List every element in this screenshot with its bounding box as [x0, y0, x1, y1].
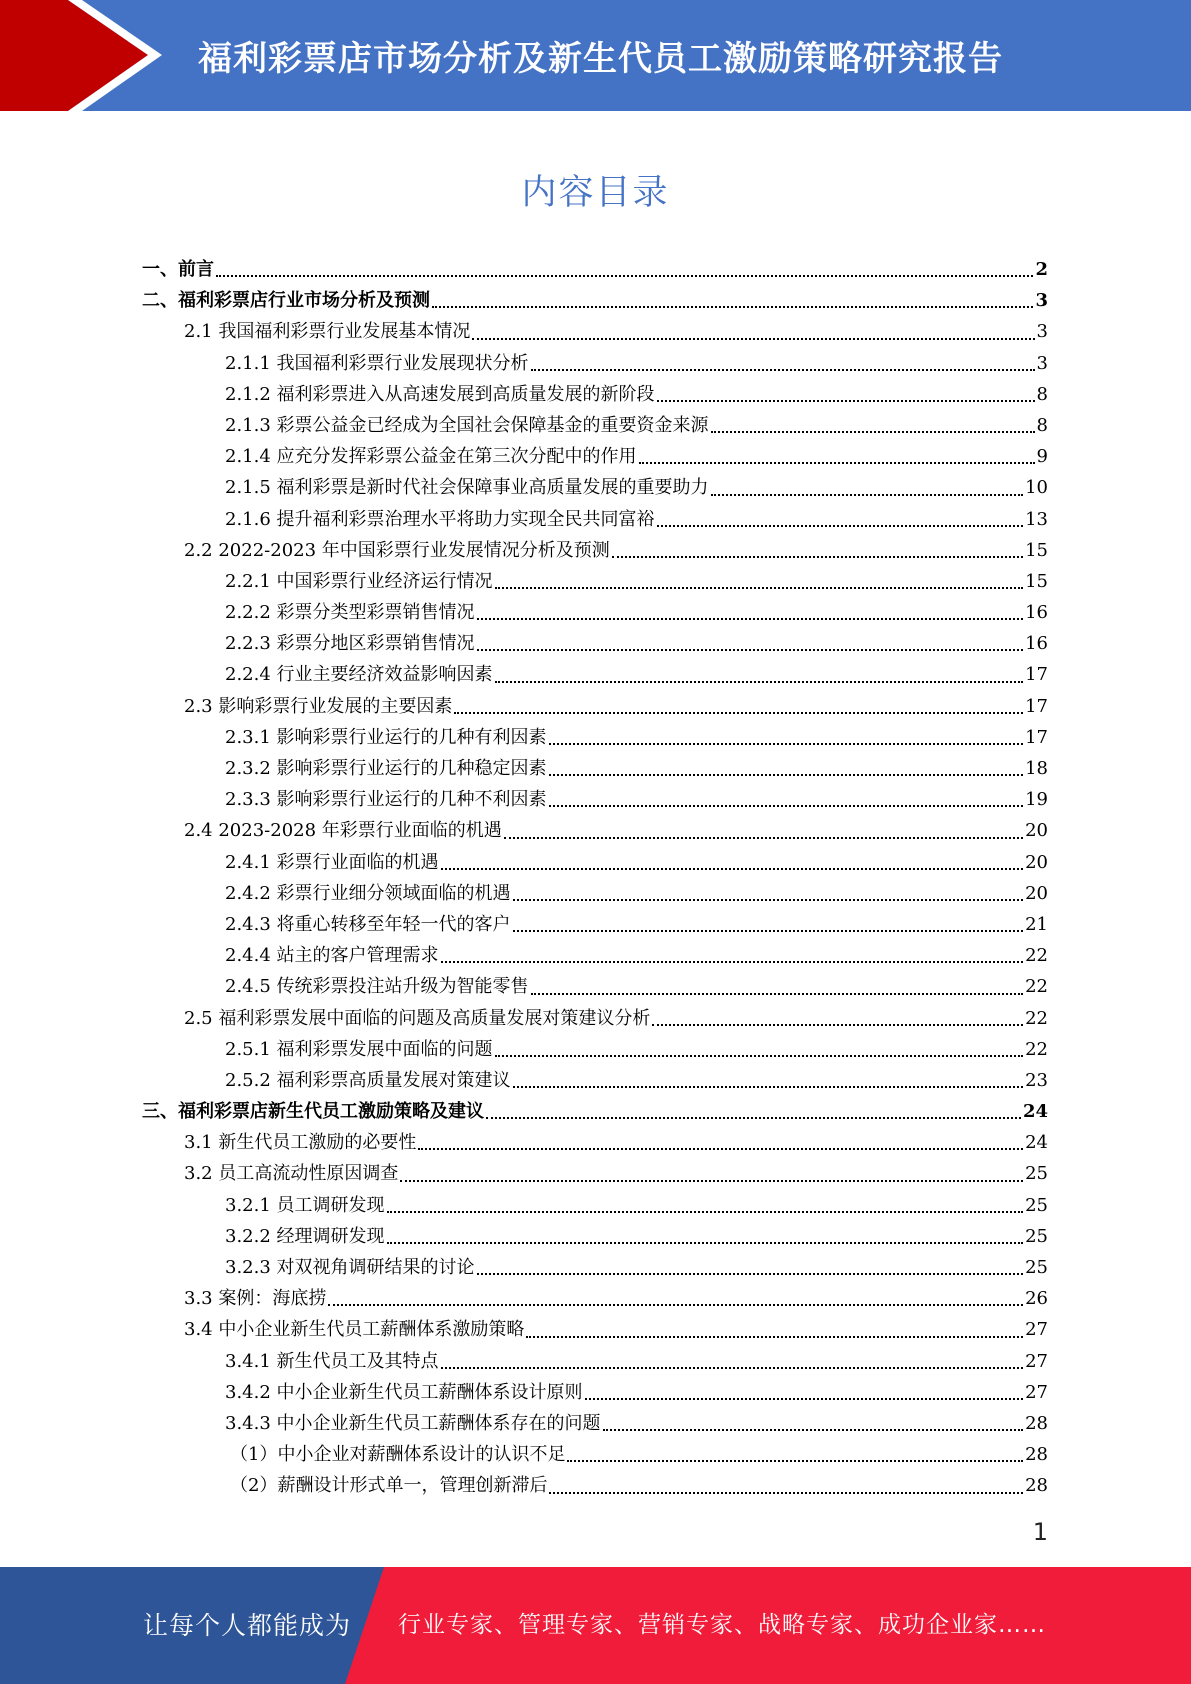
toc-dot-leader	[567, 1460, 1023, 1462]
toc-entry-page: 22	[1025, 1007, 1048, 1029]
toc-entry-page: 3	[1036, 321, 1048, 343]
toc-entry-title: 一、前言	[142, 259, 214, 280]
toc-entry[interactable]	[225, 1221, 1048, 1252]
toc-dot-leader	[526, 1336, 1023, 1338]
toc-entry[interactable]	[225, 410, 1048, 441]
toc-entry-page: 24	[1025, 1132, 1048, 1154]
toc-dot-leader	[477, 649, 1024, 651]
toc-entry-title: 2.5.1 福利彩票发展中面临的问题	[225, 1038, 493, 1060]
toc-dot-leader	[612, 556, 1023, 558]
toc-entry[interactable]	[184, 316, 1048, 347]
toc-entry-page: 28	[1025, 1444, 1048, 1466]
toc-dot-leader	[486, 1117, 1021, 1119]
toc-dot-leader	[585, 1398, 1024, 1400]
toc-entry[interactable]	[225, 1346, 1048, 1377]
toc-dot-leader	[513, 899, 1024, 901]
toc-entry-page: 19	[1025, 789, 1048, 811]
toc-entry-page: 10	[1025, 477, 1048, 499]
toc-entry-title: 2.3.2 影响彩票行业运行的几种稳定因素	[225, 758, 547, 779]
toc-dot-leader	[513, 1086, 1024, 1088]
toc-entry-title: （2）薪酬设计形式单一，管理创新滞后	[230, 1475, 548, 1497]
toc-entry[interactable]	[225, 1190, 1048, 1221]
toc-entry[interactable]	[225, 1252, 1048, 1283]
toc-entry-page: 28	[1025, 1475, 1048, 1497]
toc-entry[interactable]	[142, 254, 1048, 285]
toc-entry-title: 3.4.1 新生代员工及其特点	[225, 1350, 439, 1372]
toc-heading: 内容目录	[521, 173, 670, 213]
toc-dot-leader	[657, 400, 1035, 402]
toc-entry[interactable]	[184, 535, 1048, 566]
toc-entry-title: 2.1.3 彩票公益金已经成为全国社会保障基金的重要资金来源	[225, 414, 709, 436]
toc-entry-title: 2.3.1 影响彩票行业运行的几种有利因素	[225, 726, 547, 748]
toc-dot-leader	[603, 1429, 1024, 1431]
toc-entry-page: 25	[1025, 1257, 1048, 1278]
toc-entry[interactable]	[184, 1158, 1048, 1189]
toc-entry[interactable]	[184, 1127, 1048, 1158]
toc-entry-page: 18	[1025, 758, 1048, 779]
toc-entry-page: 23	[1025, 1069, 1048, 1091]
toc-entry-title: 2.3 影响彩票行业发展的主要因素	[184, 695, 453, 717]
toc-dot-leader	[549, 774, 1024, 776]
toc-entry-title: 3.2.2 经理调研发现	[225, 1225, 385, 1247]
toc-entry-page: 8	[1036, 414, 1048, 436]
toc-entry-page: 17	[1025, 726, 1048, 748]
toc-entry-page: 27	[1025, 1350, 1048, 1372]
toc-entry[interactable]	[225, 1408, 1048, 1439]
toc-entry-page: 24	[1022, 1101, 1048, 1123]
toc-entry-title: 3.2.3 对双视角调研结果的讨论	[225, 1257, 475, 1278]
toc-dot-leader	[531, 369, 1035, 371]
toc-entry-page: 22	[1025, 1038, 1048, 1060]
toc-entry[interactable]	[225, 348, 1048, 379]
toc-entry-page: 17	[1025, 664, 1048, 686]
toc-dot-leader	[472, 338, 1034, 340]
table-of-contents	[0, 254, 1191, 1502]
toc-entry-page: 22	[1025, 976, 1048, 998]
toc-entry[interactable]	[225, 628, 1048, 659]
toc-entry[interactable]	[225, 722, 1048, 753]
toc-dot-leader	[549, 1492, 1023, 1494]
toc-dot-leader	[495, 1055, 1024, 1057]
toc-dot-leader	[549, 743, 1024, 745]
toc-entry[interactable]	[225, 909, 1048, 940]
toc-entry-title: 3.2 员工高流动性原因调查	[184, 1163, 399, 1185]
toc-dot-leader	[711, 431, 1035, 433]
toc-entry-page: 25	[1025, 1163, 1048, 1185]
toc-entry-title: 2.3.3 影响彩票行业运行的几种不利因素	[225, 789, 547, 811]
toc-dot-leader	[216, 275, 1033, 277]
toc-entry-title: 2.1.5 福利彩票是新时代社会保障事业高质量发展的重要助力	[225, 477, 709, 499]
header-band	[0, 0, 1191, 111]
toc-dot-leader	[504, 837, 1023, 839]
toc-entry-title: 2.4.3 将重心转移至年轻一代的客户	[225, 913, 511, 935]
toc-entry-page: 15	[1025, 570, 1048, 592]
toc-entry[interactable]	[225, 878, 1048, 909]
toc-entry-title: 2.5.2 福利彩票高质量发展对策建议	[225, 1069, 511, 1091]
toc-entry[interactable]	[225, 659, 1048, 690]
toc-entry-title: 2.1.2 福利彩票进入从高速发展到高质量发展的新阶段	[225, 383, 655, 405]
toc-entry-title: 2.2.3 彩票分地区彩票销售情况	[225, 633, 475, 655]
toc-entry-title: 3.2.1 员工调研发现	[225, 1194, 385, 1216]
toc-dot-leader	[652, 1024, 1023, 1026]
toc-entry-page: 2	[1035, 259, 1048, 280]
toc-entry-page: 20	[1025, 882, 1048, 904]
footer-slogan-left: 让每个人都能成为	[143, 1611, 352, 1640]
toc-entry[interactable]	[184, 1314, 1048, 1345]
toc-entry-page: 16	[1025, 633, 1048, 655]
toc-entry-title: （1）中小企业对薪酬体系设计的认识不足	[230, 1444, 566, 1466]
toc-entry-page: 3	[1036, 352, 1048, 374]
toc-entry[interactable]	[184, 1003, 1048, 1034]
toc-entry-title: 2.4 2023-2028 年彩票行业面临的机遇	[184, 820, 502, 842]
toc-entry-title: 3.4.3 中小企业新生代员工薪酬体系存在的问题	[225, 1412, 601, 1434]
toc-entry-page: 3	[1035, 290, 1048, 312]
toc-entry-title: 2.1.1 我国福利彩票行业发展现状分析	[225, 352, 529, 374]
toc-entry[interactable]	[225, 753, 1048, 784]
toc-entry-page: 16	[1025, 602, 1048, 624]
toc-entry-page: 25	[1025, 1194, 1048, 1216]
toc-entry-page: 27	[1025, 1319, 1048, 1341]
toc-dot-leader	[657, 525, 1024, 527]
toc-entry[interactable]	[225, 597, 1048, 628]
toc-entry-title: 三、福利彩票店新生代员工激励策略及建议	[142, 1101, 484, 1123]
toc-dot-leader	[549, 805, 1024, 807]
footer-slogan-right: 行业专家、管理专家、营销专家、战略专家、成功企业家……	[398, 1612, 1046, 1638]
toc-dot-leader	[495, 587, 1024, 589]
toc-entry-title: 3.4 中小企业新生代员工薪酬体系激励策略	[184, 1319, 525, 1341]
toc-entry[interactable]	[184, 691, 1048, 722]
toc-dot-leader	[639, 462, 1035, 464]
toc-entry-page: 17	[1025, 695, 1048, 717]
toc-entry-title: 二、福利彩票店行业市场分析及预测	[142, 290, 430, 312]
toc-entry-page: 13	[1025, 508, 1048, 530]
toc-entry[interactable]	[142, 1096, 1048, 1127]
toc-entry-page: 28	[1025, 1412, 1048, 1434]
toc-dot-leader	[432, 306, 1033, 308]
toc-dot-leader	[387, 1242, 1024, 1244]
toc-entry[interactable]	[225, 379, 1048, 410]
toc-entry[interactable]	[230, 1439, 1048, 1470]
toc-entry-title: 2.4.2 彩票行业细分领域面临的机遇	[225, 882, 511, 904]
toc-entry-page: 21	[1025, 913, 1048, 935]
toc-dot-leader	[495, 681, 1024, 683]
toc-entry-page: 22	[1025, 945, 1048, 967]
toc-entry[interactable]	[225, 504, 1048, 535]
toc-entry[interactable]	[225, 971, 1048, 1002]
toc-dot-leader	[418, 1148, 1023, 1150]
toc-entry-page: 27	[1025, 1381, 1048, 1403]
toc-entry[interactable]	[184, 815, 1048, 846]
toc-entry[interactable]	[225, 1377, 1048, 1408]
toc-entry[interactable]	[184, 1283, 1048, 1314]
toc-entry-title: 2.4.5 传统彩票投注站升级为智能零售	[225, 976, 529, 998]
toc-entry-page: 9	[1036, 446, 1048, 468]
toc-entry-title: 2.1.4 应充分发挥彩票公益金在第三次分配中的作用	[225, 446, 637, 468]
toc-entry-title: 2.2.1 中国彩票行业经济运行情况	[225, 570, 493, 592]
toc-entry-page: 20	[1025, 851, 1048, 873]
toc-dot-leader	[711, 494, 1024, 496]
toc-entry-page: 26	[1025, 1288, 1048, 1310]
toc-entry-title: 2.1 我国福利彩票行业发展基本情况	[184, 321, 471, 343]
toc-entry-title: 2.2.4 行业主要经济效益影响因素	[225, 664, 493, 686]
page-number: 1	[1032, 1518, 1048, 1546]
footer-band	[0, 1567, 1191, 1684]
toc-dot-leader	[387, 1211, 1024, 1213]
toc-entry[interactable]	[142, 285, 1048, 316]
toc-entry-title: 2.2.2 彩票分类型彩票销售情况	[225, 602, 475, 624]
toc-dot-leader	[477, 1273, 1024, 1275]
toc-entry-title: 2.4.1 彩票行业面临的机遇	[225, 851, 439, 873]
toc-entry[interactable]	[225, 1065, 1048, 1096]
toc-dot-leader	[441, 868, 1024, 870]
toc-dot-leader	[441, 1367, 1024, 1369]
toc-entry-title: 2.1.6 提升福利彩票治理水平将助力实现全民共同富裕	[225, 508, 655, 530]
toc-entry[interactable]	[230, 1470, 1048, 1501]
toc-entry[interactable]	[225, 784, 1048, 815]
toc-entry[interactable]	[225, 441, 1048, 472]
toc-entry-title: 3.4.2 中小企业新生代员工薪酬体系设计原则	[225, 1381, 583, 1403]
toc-entry-title: 3.3 案例：海底捞	[184, 1288, 327, 1310]
toc-dot-leader	[441, 961, 1024, 963]
toc-entry[interactable]	[225, 940, 1048, 971]
toc-entry-title: 3.1 新生代员工激励的必要性	[184, 1132, 417, 1154]
toc-entry[interactable]	[225, 472, 1048, 503]
toc-dot-leader	[328, 1304, 1023, 1306]
toc-dot-leader	[477, 618, 1024, 620]
toc-entry-page: 15	[1025, 539, 1048, 561]
toc-dot-leader	[513, 930, 1024, 932]
toc-entry[interactable]	[225, 566, 1048, 597]
toc-dot-leader	[454, 712, 1023, 714]
toc-entry[interactable]	[225, 1034, 1048, 1065]
toc-entry-title: 2.2 2022-2023 年中国彩票行业发展情况分析及预测	[184, 539, 610, 561]
toc-entry-page: 8	[1036, 383, 1048, 405]
toc-dot-leader	[531, 993, 1024, 995]
toc-entry-page: 20	[1025, 820, 1048, 842]
toc-entry-title: 2.4.4 站主的客户管理需求	[225, 945, 439, 967]
toc-dot-leader	[400, 1180, 1023, 1182]
toc-entry-page: 25	[1025, 1225, 1048, 1247]
toc-entry[interactable]	[225, 847, 1048, 878]
toc-entry-title: 2.5 福利彩票发展中面临的问题及高质量发展对策建议分析	[184, 1007, 651, 1029]
report-title: 福利彩票店市场分析及新生代员工激励策略研究报告	[198, 39, 1003, 79]
